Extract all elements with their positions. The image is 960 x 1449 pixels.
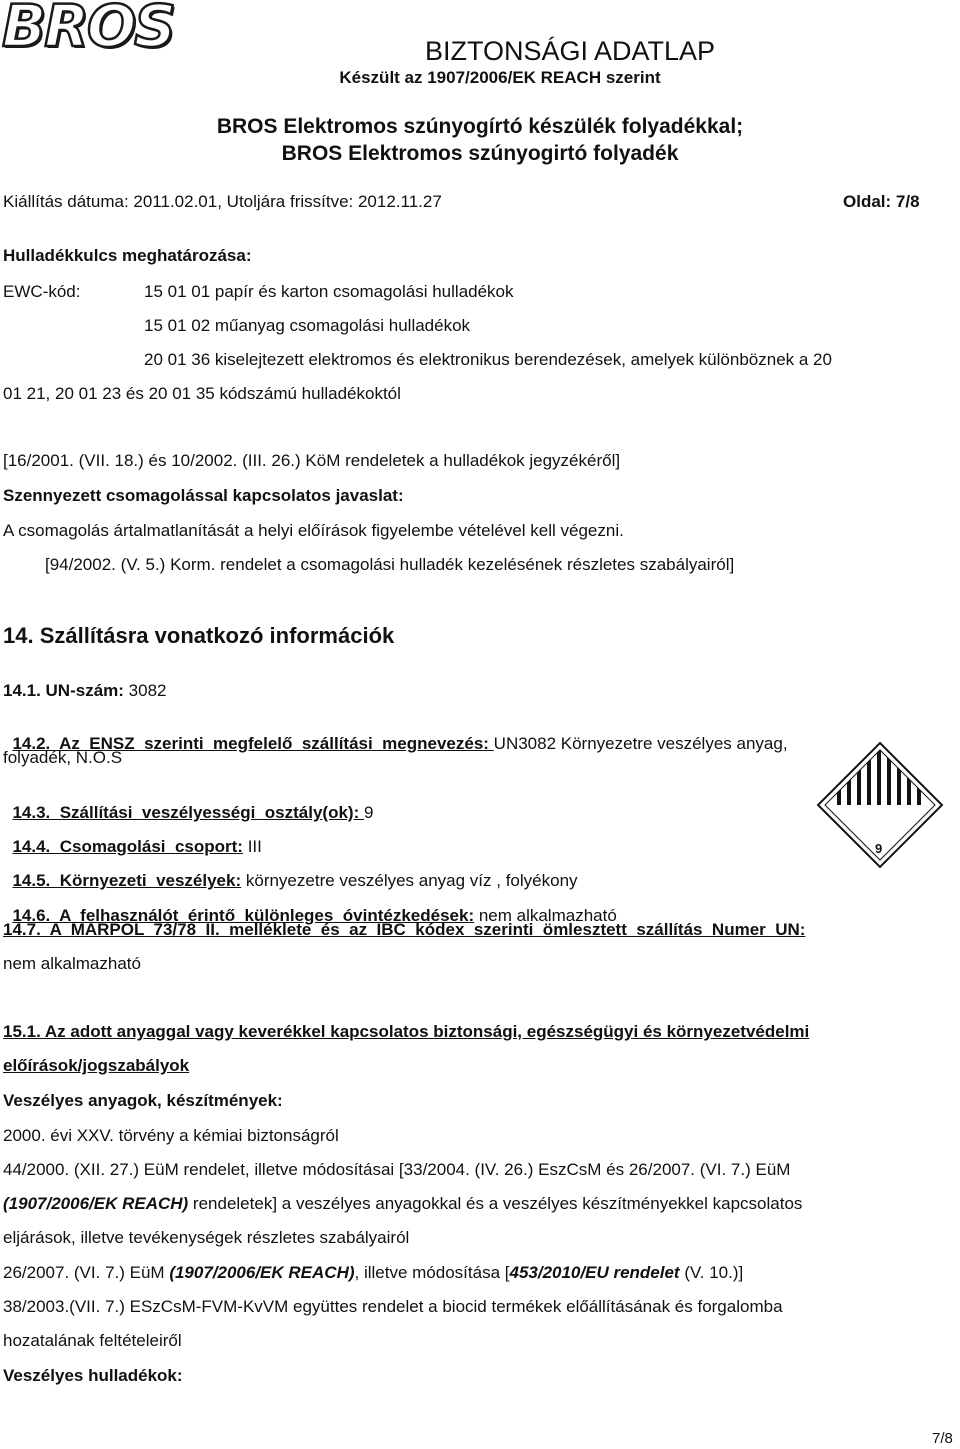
shipping-name-row (3, 714, 957, 754)
section-15-1-heading-line1: 15.1. Az adott anyaggal vagy keverékkel kapcsolatos biztonsági, egészségügyi és környezetvédelmi (3, 1022, 810, 1041)
law-26-2007-reach: (1907/2006/EK REACH) (169, 1263, 355, 1282)
un-number-label: 14.1. UN-szám: (3, 681, 124, 700)
un-number-value: 3082 (123, 681, 167, 700)
law-44-2000-line2 (3, 1194, 957, 1214)
shipping-name-label: 14.2. Az ENSZ szerinti megfelelő szállítási megnevezés: (12, 734, 494, 753)
ewc-line-4: 01 21, 20 01 23 és 20 01 35 kódszámú hulladékoktól (3, 384, 401, 403)
user-precautions-label: 14.6. A felhasználót érintő különleges óvintézkedések: (12, 906, 475, 925)
reach-reference: (1907/2006/EK REACH) (3, 1194, 189, 1213)
bros-logo (2, 0, 202, 58)
user-precautions-value: nem alkalmazható (474, 906, 617, 925)
packaging-heading: Szennyezett csomagolással kapcsolatos javaslat: (3, 486, 404, 505)
packing-group-value: III (242, 837, 262, 856)
document-subtitle: Készült az 1907/2006/EK REACH szerint (339, 68, 661, 87)
environmental-hazards-label: 14.5. Környezeti veszélyek: (12, 871, 242, 890)
environmental-hazards-row (3, 851, 578, 891)
section-14-heading: 14. Szállításra vonatkozó információk (3, 623, 395, 648)
law-44-2000-line1: 44/2000. (XII. 27.) EüM rendelet, illetve módosításai [33/2004. (IV. 26.) EszCsM és 26/2007. (VI. 7.) EüM (3, 1160, 791, 1179)
marpol-value: nem alkalmazható (3, 954, 141, 973)
packaging-text: A csomagolás ártalmatlanítását a helyi előírások figyelembe vételével kell végezni. (3, 521, 624, 540)
page-number: Oldal: 7/8 (843, 192, 920, 211)
ewc-line-2: 15 01 02 műanyag csomagolási hulladékok (144, 316, 471, 335)
hazardous-waste-heading: Veszélyes hulladékok: (3, 1366, 183, 1385)
packing-group-label: 14.4. Csomagolási csoport: (12, 837, 243, 856)
logo-text: BROS (2, 0, 174, 60)
footer-page-number: 7/8 (932, 1430, 953, 1447)
law-44-2000-line2-text: rendeletek] a veszélyes anyagokkal és a veszélyes készítményekkel kapcsolatos (188, 1194, 803, 1213)
ewc-label: EWC-kód: (3, 282, 81, 301)
ewc-line-1: 15 01 01 papír és karton csomagolási hulladékok (144, 282, 514, 301)
law-38-2003-line1: 38/2003.(VII. 7.) ESzCsM-FVM-KvVM együttes rendelet a biocid termékek előállításának és forgalomba (3, 1297, 783, 1316)
product-name-line2: BROS Elektromos szúnyogirtó folyadék (281, 142, 679, 165)
waste-code-heading: Hulladékkulcs meghatározása: (3, 246, 252, 265)
shipping-name-value-cont: folyadék, N.O.S (3, 748, 123, 767)
law-26-2007 (3, 1263, 743, 1283)
law-453-2010: 453/2010/EU rendelet (509, 1263, 680, 1282)
issue-date: Kiállítás dátuma: 2011.02.01, Utoljára frissítve: 2012.11.27 (3, 192, 442, 211)
marpol-label: 14.7. A MARPOL 73/78 II. melléklete és az IBC kódex szerinti ömlesztett szállítás Numer UN: (3, 920, 806, 939)
law-26-2007-text: 26/2007. (VI. 7.) EüM (3, 1263, 170, 1282)
ewc-line-3: 20 01 36 kiselejtezett elektromos és elektronikus berendezések, amelyek különböznek a 20 (144, 350, 832, 369)
class-9-hazard-label-icon (815, 740, 945, 870)
law-2000-xxv: 2000. évi XXV. törvény a kémiai biztonságról (3, 1126, 339, 1145)
hazard-label-number: 9 (875, 841, 883, 856)
hazardous-substances-heading: Veszélyes anyagok, készítmények: (3, 1091, 283, 1110)
waste-regulation: [16/2001. (VII. 18.) és 10/2002. (III. 26.) KöM rendeletek a hulladékok jegyzékéről] (3, 451, 621, 470)
document-title: BIZTONSÁGI ADATLAP (424, 36, 716, 66)
shipping-name-value: UN3082 Környezetre veszélyes anyag, (493, 734, 788, 753)
law-26-2007-mid: , illetve módosítása [ (354, 1263, 510, 1282)
product-name-line1: BROS Elektromos szúnyogírtó készülék folyadékkal; (216, 115, 744, 138)
hazard-class-label: 14.3. Szállítási veszélyességi osztály(ok): (12, 803, 364, 822)
section-15-1-heading-line2: előírások/jogszabályok (3, 1056, 190, 1075)
hazard-class-value: 9 (363, 803, 374, 822)
packaging-regulation: [94/2002. (V. 5.) Korm. rendelet a csomagolási hulladék kezelésének részletes szabályairól] (45, 555, 735, 574)
un-number-row (3, 681, 166, 701)
law-38-2003-line2: hozatalának feltételeiről (3, 1331, 182, 1350)
law-26-2007-end: (V. 10.)] (679, 1263, 744, 1282)
environmental-hazards-value: környezetre veszélyes anyag víz , folyékony (241, 871, 578, 890)
law-44-2000-line3: eljárások, illetve tevékenységek részletes szabályairól (3, 1228, 410, 1247)
